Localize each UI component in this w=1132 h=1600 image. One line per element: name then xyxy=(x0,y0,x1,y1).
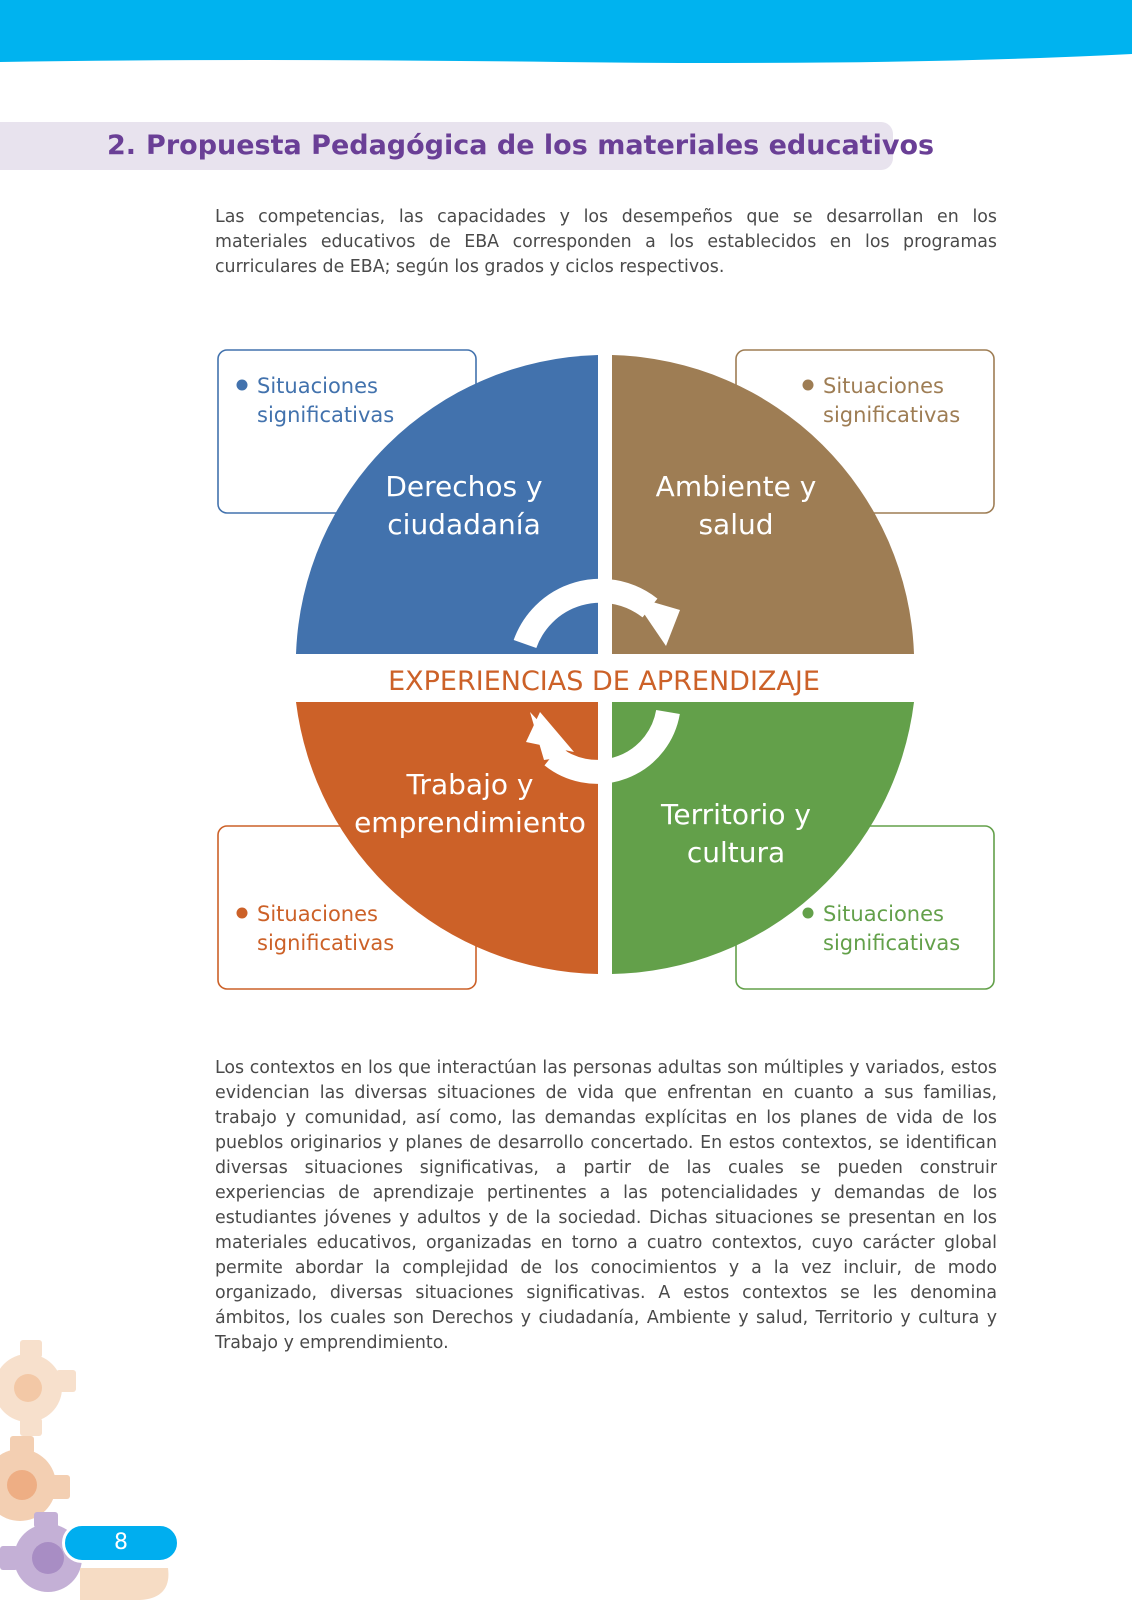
body-paragraph: Los contextos en los que interactúan las personas adultas son múltiples y variados, estos evidencian las diversas situaciones de vida que enfrentan en cuanto a sus familias, trabajo y comunidad, así como, las demandas explícitas en los planes de vida de los pueblos originarios y planes de desarrollo concertado. En estos contextos, se identifican diversas situaciones significativas, a partir de las cuales se pueden construir experiencias de aprendizaje pertinentes a las potencialidades y demandas de los estudiantes jóvenes y adultos y de la sociedad. Dichas situaciones se presentan en los materiales educativos, organizadas en torno a cuatro contextos, cuyo carácter global permite abordar la complejidad de los conocimientos y a la vez incluir, de modo organizado, diversas situaciones significativas. A estos contextos se les denomina ámbitos, los cuales son Derechos y ciudadanía, Ambiente y salud, Territorio y cultura y Trabajo y emprendimiento. xyxy=(215,1058,997,1353)
quadrant-label-territorio-line1: Territorio y xyxy=(661,798,811,831)
quadrant-label-derechos-line2: ciudadanía xyxy=(387,508,541,541)
quadrant-label-trabajo-line1: Trabajo y xyxy=(406,768,534,801)
intro-paragraph: Las competencias, las capacidades y los desempeños que se desarrollan en los materiales educativos de EBA corresponden a los establecidos en los programas curriculares de EBA; según los grados y ciclos respectivos. xyxy=(215,207,997,277)
situations-top-right-line2: significativas xyxy=(823,403,961,427)
center-label: EXPERIENCIAS DE APRENDIZAJE xyxy=(388,666,820,697)
quadrant-label-ambiente-line1: Ambiente y xyxy=(655,470,817,503)
situations-top-left-line2: significativas xyxy=(257,403,395,427)
quadrant-label-ambiente-line2: salud xyxy=(698,508,774,541)
quadrant-label-derechos-line1: Derechos y xyxy=(385,470,543,503)
situations-bottom-right-line2: significativas xyxy=(823,931,961,955)
situations-bottom-left-line2: significativas xyxy=(257,931,395,955)
situations-bottom-right-line1: Situaciones xyxy=(823,902,944,926)
section-number: 2. xyxy=(107,130,137,161)
situations-top-left-line1: Situaciones xyxy=(257,374,378,398)
page-number: 8 xyxy=(114,1530,128,1555)
quadrant-label-trabajo-line2: emprendimiento xyxy=(354,806,586,839)
situations-top-right-line1: Situaciones xyxy=(823,374,944,398)
situations-bottom-left-line1: Situaciones xyxy=(257,902,378,926)
quadrant-label-territorio-line2: cultura xyxy=(686,836,786,869)
section-title-text: Propuesta Pedagógica de los materiales educativos xyxy=(146,130,935,161)
